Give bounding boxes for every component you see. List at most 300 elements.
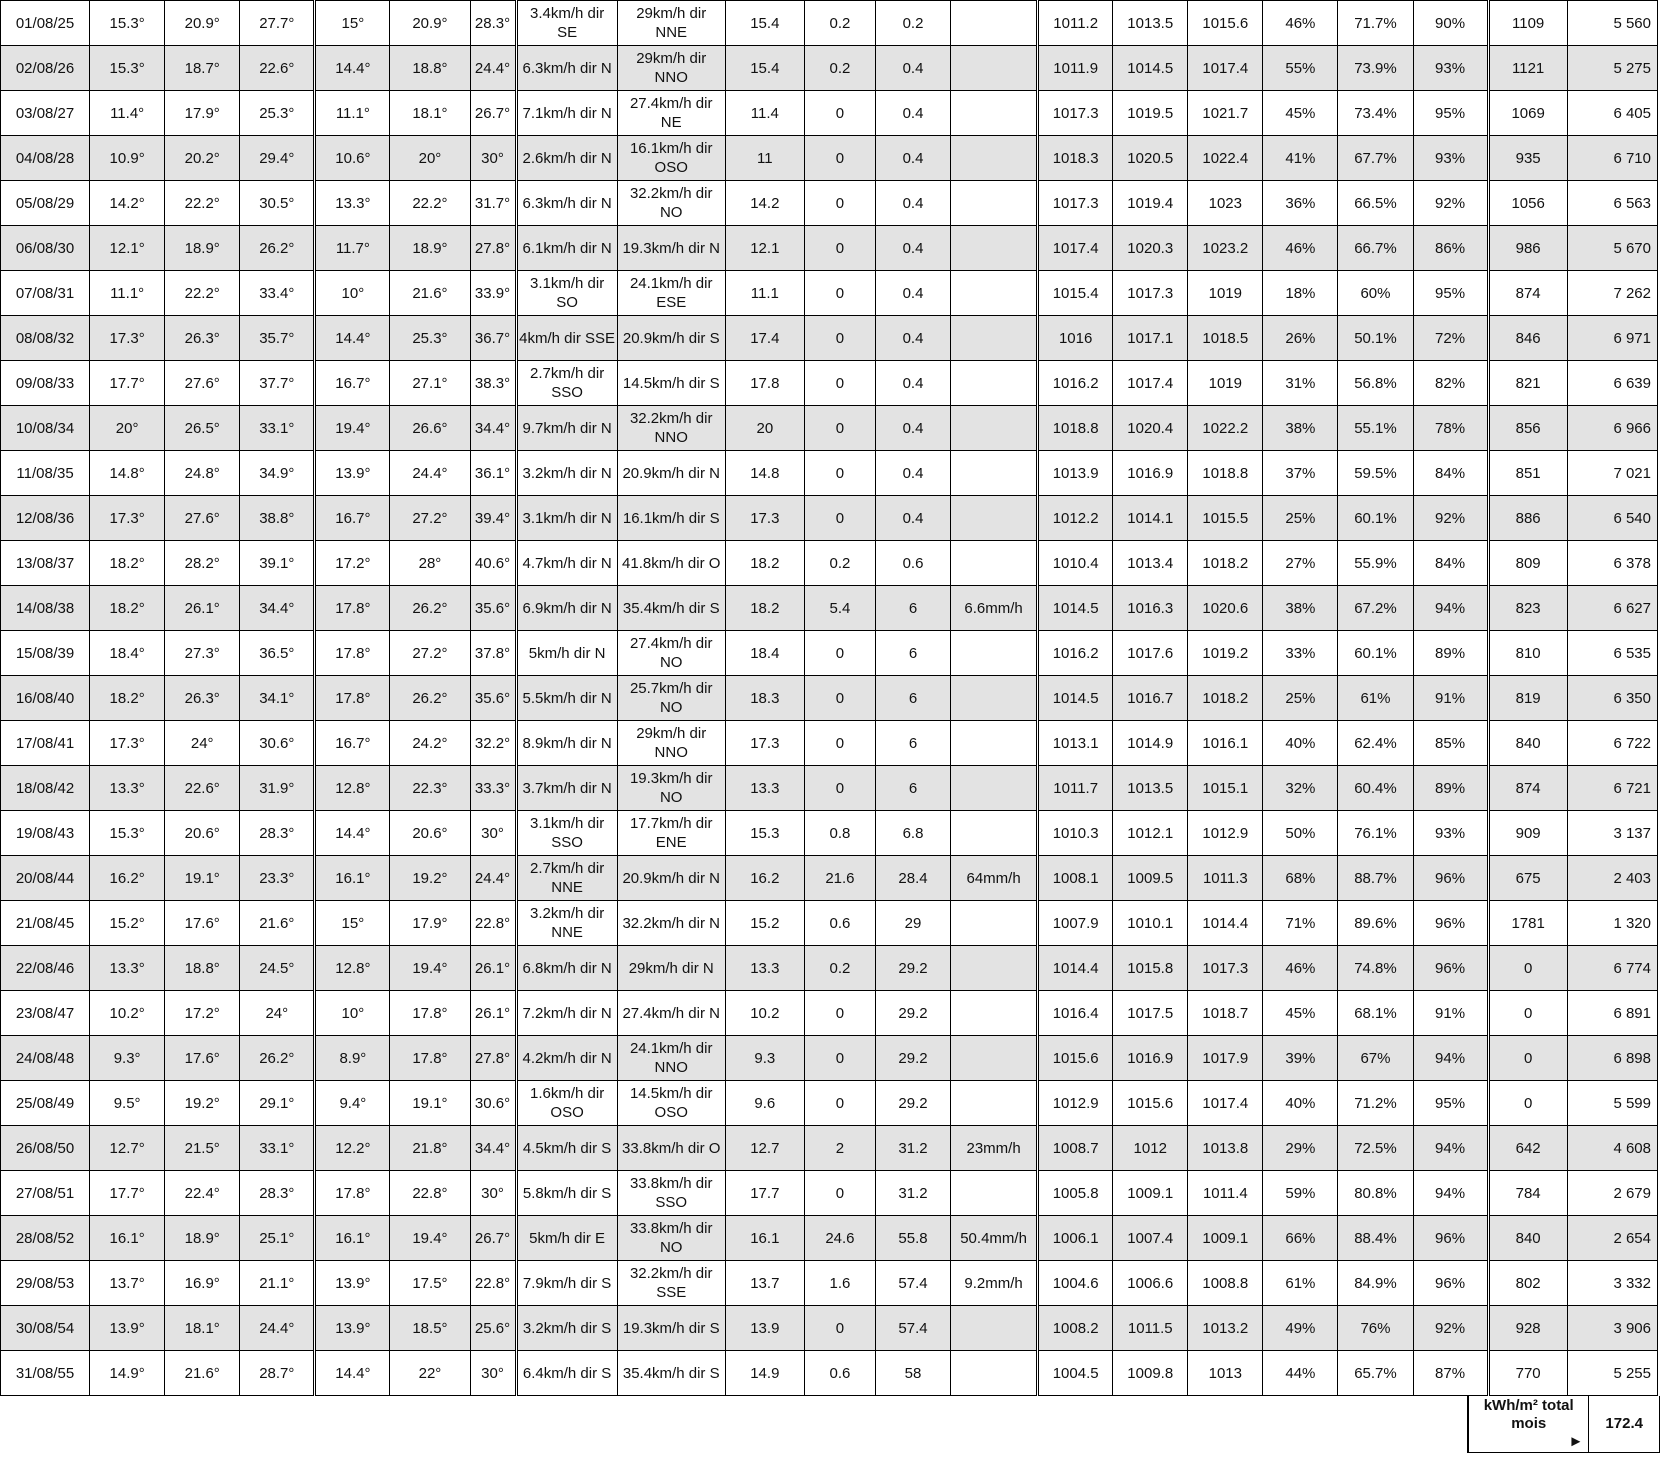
humidity-avg-cell: 67.7%: [1338, 136, 1413, 181]
pressure-min-cell: 1018.3: [1038, 136, 1113, 181]
table-row: [1, 136, 1658, 181]
rain-day-cell: 0: [804, 136, 875, 181]
rain-cumulative-cell: 0.4: [875, 451, 950, 496]
wind-gust-cell: 20.9km/h dir N: [617, 856, 725, 901]
dewpoint-min-cell: 14.4°: [315, 46, 390, 91]
rain-cumulative-cell: 0.4: [875, 316, 950, 361]
date-cell: 02/08/26: [1, 46, 90, 91]
pressure-max-cell: 1011.4: [1188, 1171, 1263, 1216]
table-row: [1, 1216, 1658, 1261]
rain-day-cell: 0: [804, 361, 875, 406]
temp-avg-cell: 21.5°: [165, 1126, 240, 1171]
date-cell: 03/08/27: [1, 91, 90, 136]
pressure-avg-cell: 1017.3: [1113, 271, 1188, 316]
pressure-max-cell: 1017.4: [1188, 46, 1263, 91]
pressure-min-cell: 1005.8: [1038, 1171, 1113, 1216]
temp-min-cell: 10.2°: [90, 991, 165, 1036]
rain-cumulative-cell: 57.4: [875, 1306, 950, 1351]
dewpoint-max-cell: 30°: [470, 136, 516, 181]
temp-avg-cell: 22.4°: [165, 1171, 240, 1216]
humidity-max-cell: 89%: [1413, 766, 1488, 811]
pressure-min-cell: 1013.1: [1038, 721, 1113, 766]
rain-day-cell: 0: [804, 1171, 875, 1216]
pressure-max-cell: 1009.1: [1188, 1216, 1263, 1261]
solar-value-cell: 1 320: [1567, 901, 1657, 946]
pressure-avg-cell: 1011.5: [1113, 1306, 1188, 1351]
uv-value-cell: 642: [1488, 1126, 1567, 1171]
rain-rate-cell: [951, 1036, 1038, 1081]
dewpoint-min-cell: 16.1°: [315, 1216, 390, 1261]
wind-gust-cell: 32.2km/h dir N: [617, 901, 725, 946]
humidity-avg-cell: 65.7%: [1338, 1351, 1413, 1396]
solar-value-cell: 6 378: [1567, 541, 1657, 586]
humidity-min-cell: 66%: [1263, 1216, 1338, 1261]
temp-avg-cell: 18.1°: [165, 1306, 240, 1351]
date-cell: 24/08/48: [1, 1036, 90, 1081]
rain-rate-cell: [951, 226, 1038, 271]
temp-avg-cell: 27.6°: [165, 361, 240, 406]
wind-gust-cell: 16.1km/h dir OSO: [617, 136, 725, 181]
date-cell: 15/08/39: [1, 631, 90, 676]
temp-max-cell: 29.4°: [240, 136, 315, 181]
dewpoint-avg-cell: 21.8°: [390, 1126, 470, 1171]
temp-max-cell: 34.1°: [240, 676, 315, 721]
dewpoint-max-cell: 38.3°: [470, 361, 516, 406]
table-body: [1, 1, 1658, 1396]
pressure-avg-cell: 1013.4: [1113, 541, 1188, 586]
date-cell: 22/08/46: [1, 946, 90, 991]
temp-avg-cell: 20.9°: [165, 1, 240, 46]
humidity-max-cell: 78%: [1413, 406, 1488, 451]
humidity-avg-cell: 76.1%: [1338, 811, 1413, 856]
dewpoint-max-cell: 36.1°: [470, 451, 516, 496]
humidity-avg-cell: 60.4%: [1338, 766, 1413, 811]
wind-avg-cell: 3.2km/h dir S: [516, 1306, 617, 1351]
pressure-max-cell: 1017.9: [1188, 1036, 1263, 1081]
temp-max-cell: 27.7°: [240, 1, 315, 46]
solar-value-cell: 2 654: [1567, 1216, 1657, 1261]
arrow-right-icon: ►: [1568, 1433, 1584, 1450]
windchill-cell: 10.2: [725, 991, 804, 1036]
rain-day-cell: 0: [804, 91, 875, 136]
pressure-avg-cell: 1010.1: [1113, 901, 1188, 946]
wind-avg-cell: 3.2km/h dir NNE: [516, 901, 617, 946]
dewpoint-max-cell: 24.4°: [470, 856, 516, 901]
dewpoint-avg-cell: 18.8°: [390, 46, 470, 91]
table-row: [1, 271, 1658, 316]
wind-gust-cell: 32.2km/h dir NNO: [617, 406, 725, 451]
temp-avg-cell: 18.9°: [165, 1216, 240, 1261]
wind-gust-cell: 20.9km/h dir S: [617, 316, 725, 361]
humidity-max-cell: 85%: [1413, 721, 1488, 766]
temp-min-cell: 20°: [90, 406, 165, 451]
pressure-min-cell: 1004.6: [1038, 1261, 1113, 1306]
humidity-min-cell: 55%: [1263, 46, 1338, 91]
humidity-avg-cell: 73.4%: [1338, 91, 1413, 136]
pressure-min-cell: 1017.4: [1038, 226, 1113, 271]
humidity-max-cell: 84%: [1413, 451, 1488, 496]
temp-avg-cell: 21.6°: [165, 1351, 240, 1396]
humidity-max-cell: 89%: [1413, 631, 1488, 676]
wind-avg-cell: 3.1km/h dir N: [516, 496, 617, 541]
pressure-max-cell: 1019: [1188, 271, 1263, 316]
date-cell: 17/08/41: [1, 721, 90, 766]
humidity-avg-cell: 89.6%: [1338, 901, 1413, 946]
pressure-max-cell: 1018.7: [1188, 991, 1263, 1036]
rain-cumulative-cell: 0.2: [875, 1, 950, 46]
dewpoint-min-cell: 17.2°: [315, 541, 390, 586]
temp-max-cell: 36.5°: [240, 631, 315, 676]
uv-value-cell: 810: [1488, 631, 1567, 676]
dewpoint-min-cell: 14.4°: [315, 316, 390, 361]
pressure-min-cell: 1014.4: [1038, 946, 1113, 991]
uv-value-cell: 909: [1488, 811, 1567, 856]
rain-rate-cell: [951, 271, 1038, 316]
temp-avg-cell: 18.7°: [165, 46, 240, 91]
rain-cumulative-cell: 6: [875, 721, 950, 766]
rain-cumulative-cell: 0.4: [875, 271, 950, 316]
temp-max-cell: 28.3°: [240, 1171, 315, 1216]
humidity-min-cell: 46%: [1263, 226, 1338, 271]
dewpoint-avg-cell: 25.3°: [390, 316, 470, 361]
pressure-max-cell: 1019: [1188, 361, 1263, 406]
solar-value-cell: 6 722: [1567, 721, 1657, 766]
windchill-cell: 13.3: [725, 766, 804, 811]
table-row: [1, 181, 1658, 226]
solar-value-cell: 6 627: [1567, 586, 1657, 631]
pressure-min-cell: 1008.2: [1038, 1306, 1113, 1351]
uv-value-cell: 846: [1488, 316, 1567, 361]
solar-value-cell: 7 262: [1567, 271, 1657, 316]
humidity-min-cell: 27%: [1263, 541, 1338, 586]
wind-gust-cell: 27.4km/h dir NE: [617, 91, 725, 136]
table-row: [1, 1306, 1658, 1351]
uv-value-cell: 886: [1488, 496, 1567, 541]
rain-rate-cell: 64mm/h: [951, 856, 1038, 901]
table-row: [1, 496, 1658, 541]
date-cell: 09/08/33: [1, 361, 90, 406]
dewpoint-max-cell: 30°: [470, 1171, 516, 1216]
date-cell: 16/08/40: [1, 676, 90, 721]
temp-min-cell: 17.3°: [90, 496, 165, 541]
dewpoint-min-cell: 12.8°: [315, 766, 390, 811]
humidity-avg-cell: 60.1%: [1338, 631, 1413, 676]
solar-value-cell: 6 774: [1567, 946, 1657, 991]
uv-value-cell: 840: [1488, 721, 1567, 766]
dewpoint-avg-cell: 18.1°: [390, 91, 470, 136]
dewpoint-min-cell: 15°: [315, 1, 390, 46]
temp-min-cell: 13.9°: [90, 1306, 165, 1351]
windchill-cell: 11: [725, 136, 804, 181]
rain-cumulative-cell: 0.4: [875, 136, 950, 181]
wind-gust-cell: 25.7km/h dir NO: [617, 676, 725, 721]
dewpoint-max-cell: 27.8°: [470, 226, 516, 271]
monthly-total-row: [1468, 1396, 1660, 1453]
windchill-cell: 14.8: [725, 451, 804, 496]
rain-rate-cell: [951, 136, 1038, 181]
pressure-min-cell: 1018.8: [1038, 406, 1113, 451]
windchill-cell: 16.2: [725, 856, 804, 901]
humidity-max-cell: 95%: [1413, 1081, 1488, 1126]
wind-avg-cell: 4.2km/h dir N: [516, 1036, 617, 1081]
rain-cumulative-cell: 0.6: [875, 541, 950, 586]
wind-avg-cell: 4.5km/h dir S: [516, 1126, 617, 1171]
rain-day-cell: 0: [804, 631, 875, 676]
wind-avg-cell: 3.1km/h dir SSO: [516, 811, 617, 856]
pressure-avg-cell: 1016.9: [1113, 451, 1188, 496]
wind-avg-cell: 6.3km/h dir N: [516, 181, 617, 226]
temp-max-cell: 33.1°: [240, 406, 315, 451]
humidity-min-cell: 59%: [1263, 1171, 1338, 1216]
wind-avg-cell: 5.8km/h dir S: [516, 1171, 617, 1216]
temp-min-cell: 9.5°: [90, 1081, 165, 1126]
dewpoint-avg-cell: 18.9°: [390, 226, 470, 271]
temp-avg-cell: 22.2°: [165, 181, 240, 226]
date-cell: 28/08/52: [1, 1216, 90, 1261]
windchill-cell: 18.2: [725, 541, 804, 586]
humidity-min-cell: 39%: [1263, 1036, 1338, 1081]
pressure-max-cell: 1011.3: [1188, 856, 1263, 901]
rain-rate-cell: [951, 811, 1038, 856]
rain-cumulative-cell: 0.4: [875, 91, 950, 136]
wind-gust-cell: 35.4km/h dir S: [617, 1351, 725, 1396]
pressure-avg-cell: 1012.1: [1113, 811, 1188, 856]
humidity-min-cell: 25%: [1263, 496, 1338, 541]
temp-avg-cell: 16.9°: [165, 1261, 240, 1306]
wind-gust-cell: 29km/h dir N: [617, 946, 725, 991]
dewpoint-max-cell: 31.7°: [470, 181, 516, 226]
wind-avg-cell: 3.7km/h dir N: [516, 766, 617, 811]
humidity-max-cell: 96%: [1413, 1261, 1488, 1306]
temp-avg-cell: 27.3°: [165, 631, 240, 676]
wind-avg-cell: 1.6km/h dir OSO: [516, 1081, 617, 1126]
rain-day-cell: 0: [804, 1036, 875, 1081]
humidity-avg-cell: 66.7%: [1338, 226, 1413, 271]
wind-gust-cell: 20.9km/h dir N: [617, 451, 725, 496]
humidity-min-cell: 29%: [1263, 1126, 1338, 1171]
pressure-min-cell: 1011.7: [1038, 766, 1113, 811]
rain-rate-cell: 9.2mm/h: [951, 1261, 1038, 1306]
dewpoint-avg-cell: 17.9°: [390, 901, 470, 946]
pressure-avg-cell: 1015.6: [1113, 1081, 1188, 1126]
dewpoint-avg-cell: 19.1°: [390, 1081, 470, 1126]
dewpoint-avg-cell: 22.3°: [390, 766, 470, 811]
humidity-avg-cell: 55.9%: [1338, 541, 1413, 586]
temp-min-cell: 16.1°: [90, 1216, 165, 1261]
solar-value-cell: 6 535: [1567, 631, 1657, 676]
humidity-max-cell: 94%: [1413, 1126, 1488, 1171]
pressure-avg-cell: 1017.4: [1113, 361, 1188, 406]
wind-gust-cell: 29km/h dir NNO: [617, 721, 725, 766]
temp-min-cell: 17.3°: [90, 721, 165, 766]
pressure-min-cell: 1017.3: [1038, 91, 1113, 136]
wind-avg-cell: 6.4km/h dir S: [516, 1351, 617, 1396]
humidity-avg-cell: 68.1%: [1338, 991, 1413, 1036]
wind-gust-cell: 14.5km/h dir OSO: [617, 1081, 725, 1126]
rain-rate-cell: [951, 1351, 1038, 1396]
temp-min-cell: 17.3°: [90, 316, 165, 361]
dewpoint-max-cell: 26.1°: [470, 991, 516, 1036]
dewpoint-min-cell: 12.8°: [315, 946, 390, 991]
uv-value-cell: 819: [1488, 676, 1567, 721]
temp-avg-cell: 18.8°: [165, 946, 240, 991]
humidity-max-cell: 96%: [1413, 946, 1488, 991]
wind-avg-cell: 8.9km/h dir N: [516, 721, 617, 766]
table-row: [1, 586, 1658, 631]
temp-max-cell: 28.7°: [240, 1351, 315, 1396]
date-cell: 12/08/36: [1, 496, 90, 541]
solar-value-cell: 7 021: [1567, 451, 1657, 496]
uv-value-cell: 0: [1488, 991, 1567, 1036]
rain-cumulative-cell: 6: [875, 586, 950, 631]
pressure-max-cell: 1014.4: [1188, 901, 1263, 946]
table-row: [1, 226, 1658, 271]
pressure-max-cell: 1013: [1188, 1351, 1263, 1396]
solar-value-cell: 5 670: [1567, 226, 1657, 271]
wind-gust-cell: 29km/h dir NNO: [617, 46, 725, 91]
wind-gust-cell: 19.3km/h dir NO: [617, 766, 725, 811]
pressure-max-cell: 1012.9: [1188, 811, 1263, 856]
date-cell: 07/08/31: [1, 271, 90, 316]
table-row: [1, 811, 1658, 856]
humidity-avg-cell: 71.2%: [1338, 1081, 1413, 1126]
dewpoint-avg-cell: 17.8°: [390, 1036, 470, 1081]
humidity-min-cell: 45%: [1263, 991, 1338, 1036]
dewpoint-min-cell: 17.8°: [315, 631, 390, 676]
humidity-min-cell: 46%: [1263, 946, 1338, 991]
uv-value-cell: 0: [1488, 946, 1567, 991]
temp-min-cell: 15.3°: [90, 46, 165, 91]
windchill-cell: 17.8: [725, 361, 804, 406]
humidity-min-cell: 25%: [1263, 676, 1338, 721]
windchill-cell: 13.9: [725, 1306, 804, 1351]
rain-day-cell: 0.8: [804, 811, 875, 856]
humidity-max-cell: 87%: [1413, 1351, 1488, 1396]
temp-max-cell: 24.5°: [240, 946, 315, 991]
humidity-avg-cell: 67.2%: [1338, 586, 1413, 631]
temp-max-cell: 24°: [240, 991, 315, 1036]
pressure-avg-cell: 1017.5: [1113, 991, 1188, 1036]
rain-day-cell: 0.6: [804, 1351, 875, 1396]
rain-cumulative-cell: 6: [875, 676, 950, 721]
temp-avg-cell: 20.6°: [165, 811, 240, 856]
solar-value-cell: 6 639: [1567, 361, 1657, 406]
rain-rate-cell: [951, 46, 1038, 91]
humidity-min-cell: 71%: [1263, 901, 1338, 946]
humidity-min-cell: 45%: [1263, 91, 1338, 136]
temp-max-cell: 38.8°: [240, 496, 315, 541]
humidity-max-cell: 96%: [1413, 901, 1488, 946]
wind-avg-cell: 5km/h dir N: [516, 631, 617, 676]
temp-max-cell: 25.3°: [240, 91, 315, 136]
windchill-cell: 15.2: [725, 901, 804, 946]
uv-value-cell: 0: [1488, 1036, 1567, 1081]
wind-avg-cell: 3.4km/h dir SE: [516, 1, 617, 46]
humidity-max-cell: 93%: [1413, 136, 1488, 181]
humidity-max-cell: 91%: [1413, 676, 1488, 721]
table-row: [1, 856, 1658, 901]
windchill-cell: 15.3: [725, 811, 804, 856]
pressure-max-cell: 1021.7: [1188, 91, 1263, 136]
solar-value-cell: 6 540: [1567, 496, 1657, 541]
humidity-min-cell: 68%: [1263, 856, 1338, 901]
uv-value-cell: 784: [1488, 1171, 1567, 1216]
table-row: [1, 1126, 1658, 1171]
humidity-avg-cell: 60%: [1338, 271, 1413, 316]
solar-value-cell: 6 971: [1567, 316, 1657, 361]
rain-cumulative-cell: 29.2: [875, 1081, 950, 1126]
humidity-max-cell: 93%: [1413, 811, 1488, 856]
solar-value-cell: 3 906: [1567, 1306, 1657, 1351]
humidity-min-cell: 26%: [1263, 316, 1338, 361]
rain-day-cell: 0.2: [804, 541, 875, 586]
rain-day-cell: 5.4: [804, 586, 875, 631]
rain-cumulative-cell: 6: [875, 631, 950, 676]
pressure-max-cell: 1017.3: [1188, 946, 1263, 991]
dewpoint-min-cell: 10°: [315, 271, 390, 316]
dewpoint-max-cell: 22.8°: [470, 1261, 516, 1306]
windchill-cell: 12.1: [725, 226, 804, 271]
pressure-min-cell: 1008.7: [1038, 1126, 1113, 1171]
uv-value-cell: 851: [1488, 451, 1567, 496]
solar-value-cell: 6 966: [1567, 406, 1657, 451]
temp-avg-cell: 20.2°: [165, 136, 240, 181]
windchill-cell: 16.1: [725, 1216, 804, 1261]
dewpoint-max-cell: 30.6°: [470, 1081, 516, 1126]
temp-min-cell: 11.1°: [90, 271, 165, 316]
table-row: [1, 1171, 1658, 1216]
temp-min-cell: 18.2°: [90, 586, 165, 631]
monthly-total-box: [1467, 1396, 1660, 1453]
solar-value-cell: 3 332: [1567, 1261, 1657, 1306]
dewpoint-max-cell: 30°: [470, 1351, 516, 1396]
wind-avg-cell: 3.2km/h dir N: [516, 451, 617, 496]
dewpoint-max-cell: 34.4°: [470, 1126, 516, 1171]
humidity-avg-cell: 67%: [1338, 1036, 1413, 1081]
rain-rate-cell: [951, 901, 1038, 946]
rain-day-cell: 0: [804, 496, 875, 541]
dewpoint-avg-cell: 20.9°: [390, 1, 470, 46]
table-row: [1, 1261, 1658, 1306]
wind-avg-cell: 7.1km/h dir N: [516, 91, 617, 136]
humidity-min-cell: 49%: [1263, 1306, 1338, 1351]
temp-min-cell: 17.7°: [90, 361, 165, 406]
pressure-avg-cell: 1015.8: [1113, 946, 1188, 991]
humidity-min-cell: 40%: [1263, 721, 1338, 766]
rain-day-cell: 0: [804, 676, 875, 721]
monthly-total-label: kWh/m² total mois: [1483, 1397, 1574, 1432]
dewpoint-max-cell: 36.7°: [470, 316, 516, 361]
uv-value-cell: 1109: [1488, 1, 1567, 46]
wind-avg-cell: 3.1km/h dir SO: [516, 271, 617, 316]
uv-value-cell: 675: [1488, 856, 1567, 901]
dewpoint-avg-cell: 20.6°: [390, 811, 470, 856]
temp-min-cell: 9.3°: [90, 1036, 165, 1081]
wind-gust-cell: 29km/h dir NNE: [617, 1, 725, 46]
wind-gust-cell: 41.8km/h dir O: [617, 541, 725, 586]
windchill-cell: 13.7: [725, 1261, 804, 1306]
temp-min-cell: 18.2°: [90, 676, 165, 721]
temp-min-cell: 14.8°: [90, 451, 165, 496]
humidity-avg-cell: 80.8%: [1338, 1171, 1413, 1216]
uv-value-cell: 874: [1488, 271, 1567, 316]
table-row: [1, 766, 1658, 811]
windchill-cell: 17.4: [725, 316, 804, 361]
humidity-avg-cell: 76%: [1338, 1306, 1413, 1351]
dewpoint-avg-cell: 24.4°: [390, 451, 470, 496]
temp-max-cell: 30.5°: [240, 181, 315, 226]
rain-rate-cell: [951, 406, 1038, 451]
